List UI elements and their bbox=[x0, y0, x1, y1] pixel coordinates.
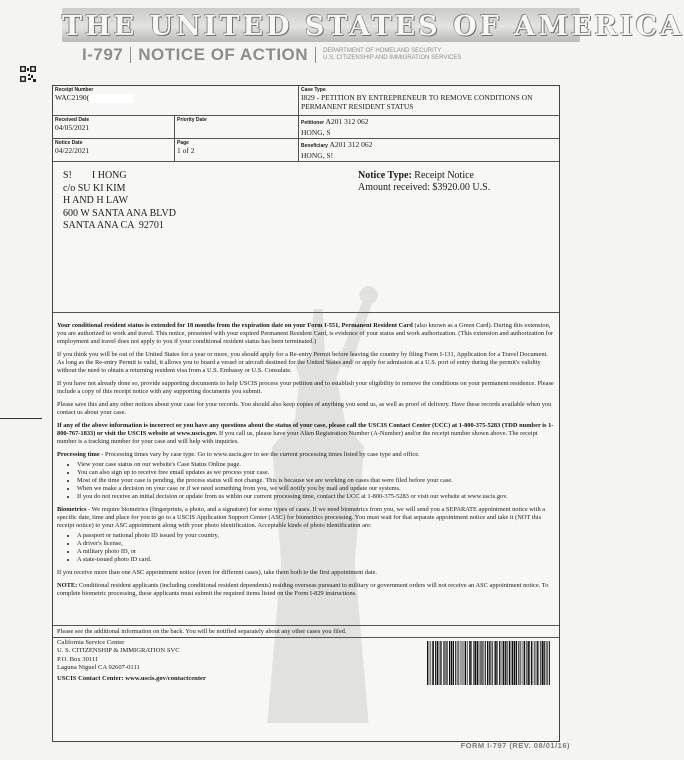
barcode-bar bbox=[492, 641, 493, 685]
barcode-bar bbox=[540, 641, 541, 685]
barcode-bar bbox=[490, 641, 491, 685]
list-item: • Most of the time your case is pending, the process status will not change. This is because we are working on cases that were filed before your case. bbox=[77, 477, 555, 485]
barcode-bar bbox=[549, 641, 550, 685]
fold-mark bbox=[0, 418, 42, 419]
barcode-bar bbox=[458, 641, 459, 685]
case-type-cell: Case Type I829 - PETITION BY ENTREPRENEUR TO REMOVE CONDITIONS ON PERMANENT RESIDENT STATUS bbox=[299, 86, 559, 116]
notice-type-value: Receipt Notice bbox=[414, 170, 474, 181]
barcode-bar bbox=[447, 641, 448, 685]
paragraph-contact-center: If any of the above information is incorrect or you have any questions about the status of your case, please call the USCIS Contact Center (UCC) at 1-800-375-5283 (TDD number is 1-800-767-1833) or visit the USCIS website at www.uscis.gov. If you call us, please have your Alien Registration Number (A-Number) and/or the receipt number shown above. The receipt number is a tracking number for your case and will help with inquiries. bbox=[57, 422, 554, 445]
case-type: I829 - PETITION BY ENTREPRENEUR TO REMOVE CONDITIONS ON PERMANENT RESIDENT STATUS bbox=[301, 93, 533, 111]
form-revision: FORM I-797 (REV. 08/01/16) bbox=[460, 741, 570, 750]
barcode-bar bbox=[481, 641, 482, 685]
paragraph-supporting-docs: If you have not already done so, provide supporting documents to help USCIS process your petition and to establish your eligibility to remove the conditions on your permanent residence. Please include a copy of this receipt notice with any supporting documents you submit. bbox=[57, 380, 554, 395]
photo-id-list bbox=[57, 532, 555, 564]
barcode-bar bbox=[514, 641, 516, 685]
title-separator bbox=[130, 47, 131, 63]
notice-date-cell: Notice Date 04/22/2021 bbox=[53, 139, 175, 162]
paragraph-note: NOTE: Conditional resident applicants (including conditional resident dependents) residing overseas pursuant to military or government orders will not receive an ASC appointment notice. To complete biometric processing, these applicants must submit the required items listed on the Form I-829 instructions. bbox=[57, 582, 549, 597]
barcode-bar bbox=[512, 641, 514, 685]
barcode-bar bbox=[479, 641, 480, 685]
barcode-bar bbox=[499, 641, 500, 685]
processing-list bbox=[57, 461, 555, 501]
barcode-bar bbox=[497, 641, 498, 685]
barcode-bar bbox=[446, 641, 447, 685]
barcode-bar bbox=[524, 641, 526, 685]
qr-code-icon bbox=[20, 66, 36, 82]
barcode-bar bbox=[469, 641, 471, 685]
barcode-bar bbox=[489, 641, 490, 685]
agency-name: U.S. CITIZENSHIP AND IMMIGRATION SERVICES bbox=[323, 55, 462, 61]
paragraph-status-extension: Your conditional resident status is extended for 18 months from the expiration date on your Form I-551, Permanent Resident Card (also known as a Green Card). During this extension, you are authorized to work and travel. This notice, presented with your expired Permanent Resident Card, is evidence of your status and work authorization. (This extension and authorization for employment and travel does not apply to you if your conditional resident status has been terminated.) bbox=[57, 322, 554, 345]
barcode-bar bbox=[444, 641, 445, 685]
list-item: • A driver's license, bbox=[77, 540, 555, 548]
barcode-bar bbox=[437, 641, 439, 685]
mailing-address: S! I HONG c/o SU KI KIM H AND H LAW 600 W SANTA ANA BLVD SANTA ANA CA 92701 bbox=[63, 170, 176, 231]
paragraph-processing-time: Processing time - Processing times vary by case type. Go to www.uscis.gov to see the current processing times listed by case type and office. bbox=[57, 451, 420, 458]
barcode-bar bbox=[505, 641, 506, 685]
list-item: • View your case status on our website's Case Status Online page. bbox=[77, 461, 555, 469]
page-cell: Page 1 of 2 bbox=[175, 139, 299, 162]
notice-document bbox=[52, 85, 560, 742]
page-count: 1 of 2 bbox=[177, 146, 195, 155]
redaction-box bbox=[89, 94, 133, 103]
barcode-bar bbox=[453, 641, 454, 685]
paragraph-save-notices: Please save this and any other notices about your case for your records. You should also keep copies of anything you send us, as well as proof of delivery. Have these records available when you contact us about your case. bbox=[57, 401, 552, 416]
beneficiary-name: HONG, S! bbox=[301, 151, 334, 160]
receipt-number-cell: Receipt Number WAC2190( bbox=[53, 86, 299, 116]
barcode-bar bbox=[482, 641, 483, 685]
barcode-bar bbox=[503, 641, 505, 685]
paragraph-reentry-permit: If you think you will be out of the United States for a year or more, you should apply for a Re-entry Permit before leaving the country by filing Form I-131, Application for a Travel Document. As long as the Re-entry Permit is valid, it allows you to board a vessel or aircraft destined for the United States and/ or apply for admission at a U.S. port of entry during the permit's validity without the need to obtain a returning resident visa from a U.S. Embassy or U.S. Consulate. bbox=[57, 351, 548, 374]
receipt-number: WAC2190( bbox=[55, 93, 296, 103]
header-banner bbox=[62, 8, 684, 42]
barcode-bar bbox=[518, 641, 519, 685]
footer-section bbox=[53, 625, 559, 742]
petitioner-anumber: A201 312 062 bbox=[325, 117, 369, 126]
barcode-bar bbox=[455, 641, 456, 685]
amount-received: Amount received: $3920.00 U.S. bbox=[358, 182, 491, 193]
priority-date-cell: Priority Date bbox=[175, 116, 299, 139]
barcode-bar bbox=[536, 641, 537, 685]
list-item: • A passport or national photo ID issued by your country, bbox=[77, 532, 555, 540]
list-item: • If you do not receive an initial decision or update from us within our current processing time, contact the UCC at 1-800-375-5283 or visit our website at www.uscis.gov. bbox=[77, 493, 555, 501]
barcode-bar bbox=[474, 641, 476, 685]
barcode-bar bbox=[509, 641, 511, 685]
barcode-bar bbox=[462, 641, 463, 685]
barcode-bar bbox=[522, 641, 523, 685]
barcode-bar bbox=[487, 641, 488, 685]
notice-date: 04/22/2021 bbox=[55, 146, 90, 155]
barcode-bar bbox=[473, 641, 474, 685]
barcode-bar bbox=[534, 641, 535, 685]
notice-title: NOTICE OF ACTION bbox=[138, 45, 309, 64]
notice-body bbox=[57, 322, 555, 603]
barcode-bar bbox=[443, 641, 444, 685]
barcode-bar bbox=[544, 641, 545, 685]
barcode-bar bbox=[467, 641, 468, 685]
petitioner-cell: Petitioner A201 312 062 HONG, S bbox=[299, 116, 559, 139]
notice-type-label: Notice Type: bbox=[358, 170, 412, 181]
barcode-bar bbox=[495, 641, 497, 685]
barcode-bar bbox=[485, 641, 486, 685]
contact-center-link[interactable]: USCIS Contact Center: www.uscis.gov/contactcenter bbox=[57, 674, 206, 682]
barcode-bar bbox=[501, 641, 502, 685]
barcode-bar bbox=[441, 641, 442, 685]
barcode-bar bbox=[531, 641, 532, 685]
barcode-bar bbox=[427, 641, 428, 685]
form-id: I-797 bbox=[82, 45, 124, 64]
form-title-line bbox=[82, 44, 463, 66]
title-separator bbox=[315, 47, 316, 63]
list-item: • You can also sign up to receive free email updates as we process your case. bbox=[77, 469, 555, 477]
barcode-bar bbox=[494, 641, 495, 685]
barcode-bar bbox=[429, 641, 430, 685]
barcode-bar bbox=[440, 641, 441, 685]
barcode-bar bbox=[537, 641, 538, 685]
barcode-bar bbox=[542, 641, 544, 685]
received-date-cell: Received Date 04/05/2021 bbox=[53, 116, 175, 139]
barcode-bar bbox=[435, 641, 436, 685]
barcode-bar bbox=[471, 641, 472, 685]
back-page-note: Please see the additional information on the back. You will be notified separately about any other cases you filed. bbox=[53, 626, 559, 638]
barcode-bar bbox=[507, 641, 508, 685]
barcode-bar bbox=[526, 641, 527, 685]
beneficiary-anumber: A201 312 062 bbox=[329, 140, 373, 149]
barcode-bar bbox=[432, 641, 434, 685]
barcode-bar bbox=[431, 641, 432, 685]
agency-block bbox=[323, 48, 463, 62]
beneficiary-cell: Beneficiary A201 312 062 HONG, S! bbox=[299, 139, 559, 162]
barcode-bar bbox=[477, 641, 479, 685]
barcode-bar bbox=[451, 641, 453, 685]
notice-type-block bbox=[358, 170, 490, 194]
address-section bbox=[53, 162, 559, 313]
barcode-bar bbox=[463, 641, 464, 685]
barcode-bar bbox=[539, 641, 540, 685]
banner-title: THE UNITED STATES OF AMERICA bbox=[62, 11, 684, 42]
barcode-bar bbox=[516, 641, 517, 685]
received-date: 04/05/2021 bbox=[55, 123, 90, 132]
barcode-bar bbox=[449, 641, 450, 685]
department-name: DEPARTMENT OF HOMELAND SECURITY bbox=[323, 48, 442, 54]
barcode-bar bbox=[480, 641, 481, 685]
petitioner-name: HONG, S bbox=[301, 128, 331, 137]
service-center-address: California Service Center U. S. CITIZENSHIP & IMMIGRATION SVC P.O. Box 30111 Laguna Niguel CA 92607-0111 USCIS Contact Center: www.uscis.gov/contactcenter bbox=[57, 639, 206, 682]
list-item: • A state-issued photo ID card. bbox=[77, 556, 555, 564]
barcode-bar bbox=[465, 641, 467, 685]
list-item: • A military photo ID, or bbox=[77, 548, 555, 556]
barcode-bar bbox=[547, 641, 548, 685]
barcode-bar bbox=[528, 641, 530, 685]
paragraph-biometrics: Biometrics - We require biometrics (fingerprints, a photo, and a signature) for some types of cases. If we need biometrics from you, we will send you a SEPARATE appointment notice with a specific date, time and place for you to go to a USCIS Application Support Center (ASC) for biometrics processing. You must wait for that separate appointment notice and take it (NOT this receipt notice) to your ASC appointment along with your photo identification. Acceptable kinds of photo identification are: bbox=[57, 506, 546, 529]
barcode-bar bbox=[460, 641, 461, 685]
barcode bbox=[427, 641, 551, 685]
list-item: • When we make a decision on your case or if we need something from you, we will notify you by mail and update our systems. bbox=[77, 485, 555, 493]
barcode-bar bbox=[520, 641, 521, 685]
barcode-bar bbox=[533, 641, 534, 685]
paragraph-multiple-appointments: If you receive more than one ASC appointment notice (even for different cases), take them both to the first appointment date. bbox=[57, 569, 378, 576]
